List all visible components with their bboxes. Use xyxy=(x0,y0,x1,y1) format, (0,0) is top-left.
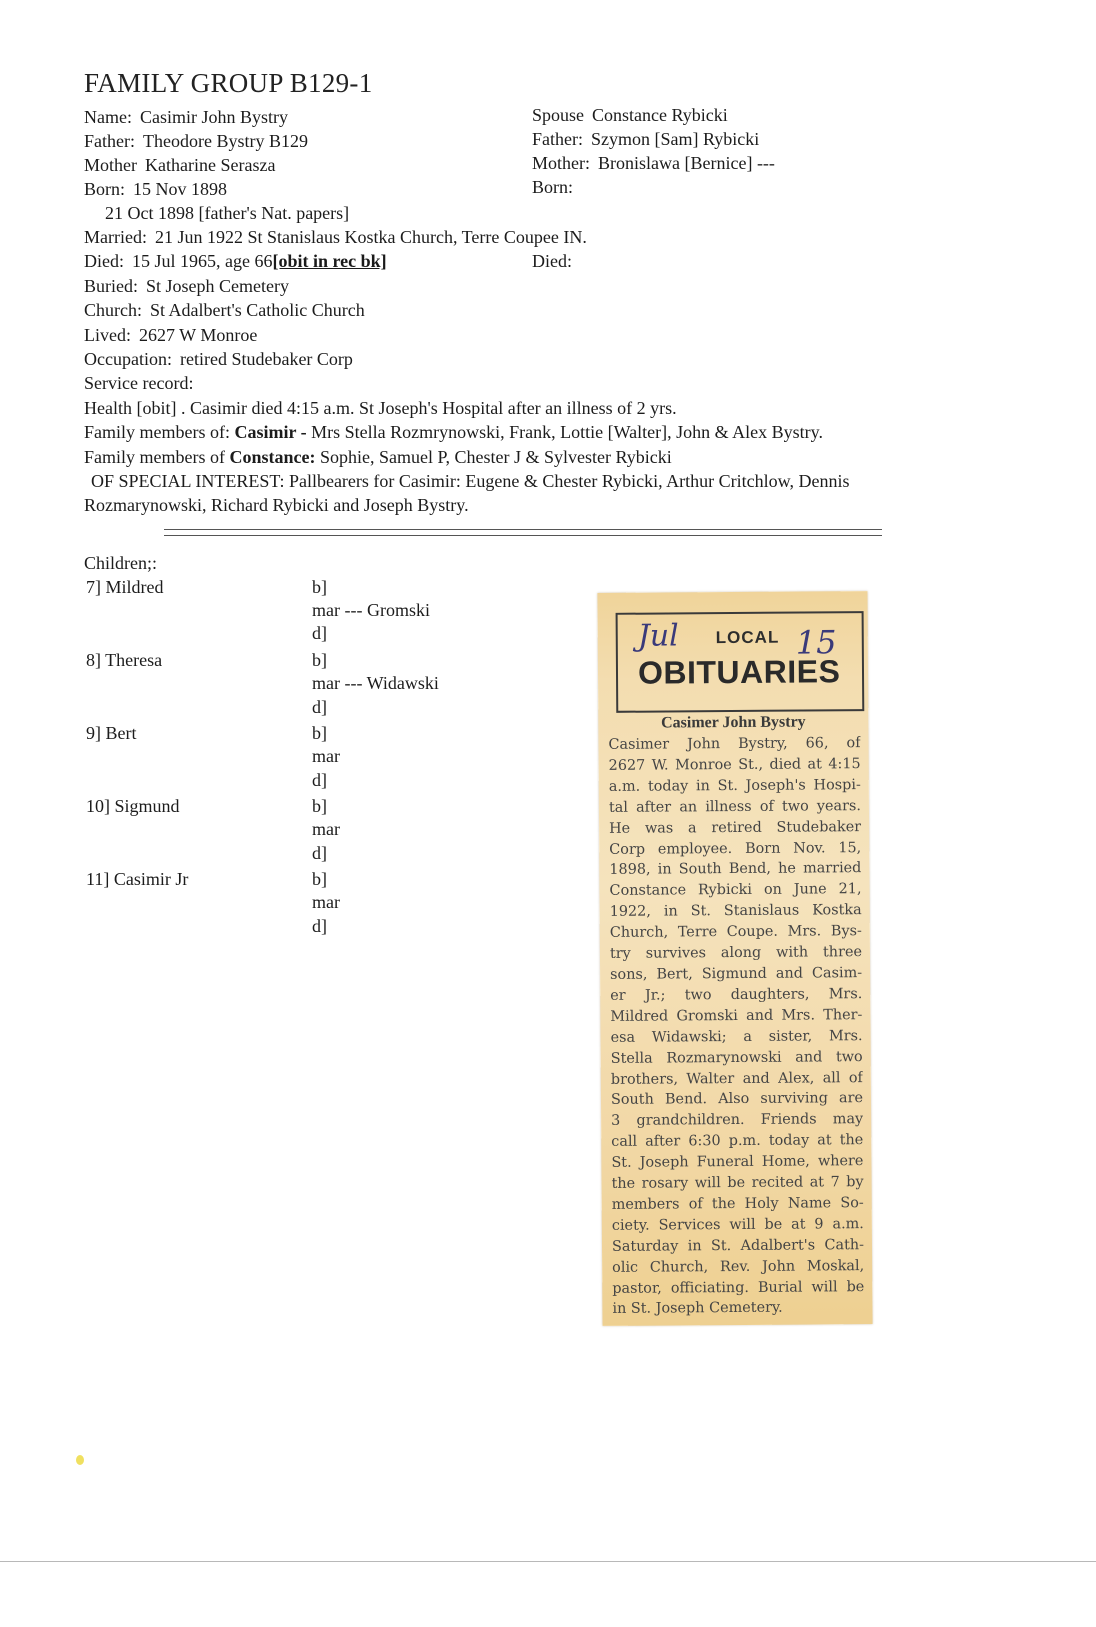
child-died: d] xyxy=(312,770,327,790)
child-died: d] xyxy=(312,697,327,717)
family-constance-prefix: Family members of xyxy=(84,447,225,467)
child-died: d] xyxy=(312,916,327,936)
obituary-line: St. Joseph Funeral Home, where xyxy=(611,1153,864,1171)
child-name: 9] Bert xyxy=(86,723,137,743)
section-divider xyxy=(164,529,882,536)
married-row xyxy=(84,226,587,248)
obituary-line: ciety. Services will be at 9 a.m. xyxy=(611,1215,864,1234)
obituary-line: 1922, in St. Stanislaus Kostka xyxy=(609,902,862,921)
children-heading: Children;: xyxy=(84,553,157,573)
obituary-line: tal after an illness of two years. xyxy=(608,797,861,816)
child-name: 11] Casimir Jr xyxy=(86,869,189,889)
lived-row xyxy=(84,324,257,346)
obituary-line: 1898, in South Bend, he married xyxy=(609,860,862,879)
buried-value: St Joseph Cemetery xyxy=(146,276,289,296)
obituary-line: er Jr.; two daughters, Mrs. xyxy=(610,985,863,1004)
child-married: mar xyxy=(312,892,340,912)
family-constance-name: Constance: xyxy=(229,447,316,467)
special-interest-line-1: OF SPECIAL INTEREST: Pallbearers for Casimir: Eugene & Chester Rybicki, Arthur Critchlow, Dennis xyxy=(91,471,850,491)
clipping-masthead xyxy=(616,611,865,713)
husband-name: Casimir John Bystry xyxy=(139,107,288,127)
spouse-father: Szymon [Sam] Rybicki xyxy=(591,129,760,149)
husband-name-row xyxy=(84,106,288,128)
obituary-line: 3 grandchildren. Friends may xyxy=(611,1111,864,1130)
married-label: Married: xyxy=(84,227,147,247)
husband-died: 15 Jul 1965, age 66 xyxy=(132,251,273,271)
child-name: 7] Mildred xyxy=(86,577,164,597)
child-married: mar --- Gromski xyxy=(312,600,430,620)
husband-name-label: Name: xyxy=(84,107,132,127)
occupation-label: Occupation: xyxy=(84,349,172,369)
spouse-mother-row xyxy=(532,152,775,174)
obituary-line: esa Widawski; a sister, Mrs. xyxy=(610,1027,863,1046)
family-casimir-prefix: Family members of: xyxy=(84,422,230,442)
obituary-clipping xyxy=(597,591,872,1326)
husband-father-row xyxy=(84,130,308,152)
child-born: b] xyxy=(312,869,327,889)
page-title: FAMILY GROUP B129-1 xyxy=(84,68,373,98)
obituary-line: try survives along with three xyxy=(609,944,863,962)
spouse-name-label: Spouse xyxy=(532,105,585,125)
obituary-line: call after 6:30 p.m. today at the xyxy=(611,1132,864,1151)
obituary-line: the rosary will be recited at 7 by xyxy=(611,1174,864,1192)
buried-label: Buried: xyxy=(84,276,138,296)
spouse-mother: Bronislawa [Bernice] --- xyxy=(598,153,775,173)
obituary-line: Constance Rybicki on June 21, xyxy=(609,881,862,900)
spouse-mother-label: Mother: xyxy=(532,153,590,173)
obituary-line: Corp employee. Born Nov. 15, xyxy=(609,839,862,858)
husband-died-row xyxy=(84,250,387,272)
husband-father-label: Father: xyxy=(84,131,135,151)
masthead-obituaries: OBITUARIES xyxy=(637,653,841,691)
husband-mother-row xyxy=(84,154,275,176)
husband-died-label: Died: xyxy=(84,251,124,271)
lived-label: Lived: xyxy=(84,325,131,345)
obituary-line: members of the Holy Name So- xyxy=(611,1195,864,1213)
child-name: 8] Theresa xyxy=(86,650,163,670)
child-died: d] xyxy=(312,843,327,863)
obituary-line: Casimer John Bystry, 66, of xyxy=(608,735,861,753)
special-interest-line-2: Rozmarynowski, Richard Rybicki and Joseph Bystry. xyxy=(84,495,469,515)
health-note: Health [obit] . Casimir died 4:15 a.m. St Joseph's Hospital after an illness of 2 yrs. xyxy=(84,398,677,418)
family-constance-row xyxy=(84,446,672,468)
obituary-body xyxy=(608,733,864,1320)
child-born: b] xyxy=(312,577,327,597)
obituary-line: olic Church, Rev. John Moskal, xyxy=(612,1257,865,1276)
spouse-father-label: Father: xyxy=(532,129,583,149)
scan-speck xyxy=(76,1455,84,1465)
service-record-label: Service record: xyxy=(84,373,194,393)
church-label: Church: xyxy=(84,300,142,320)
lived-value: 2627 W Monroe xyxy=(139,325,258,345)
spouse-died-label: Died: xyxy=(532,251,572,271)
scan-edge-line xyxy=(0,1561,1096,1562)
family-constance-list: Sophie, Samuel P, Chester J & Sylvester Rybicki xyxy=(319,447,672,467)
obituary-line: a.m. today in St. Joseph's Hospi- xyxy=(608,776,861,795)
obituary-line: Saturday in St. Adalbert's Cath- xyxy=(611,1236,865,1255)
husband-born-note: 21 Oct 1898 [father's Nat. papers] xyxy=(105,203,350,223)
spouse-name: Constance Rybicki xyxy=(592,105,728,125)
spouse-name-row xyxy=(532,104,728,126)
obituary-line: brothers, Walter and Alex, all of xyxy=(610,1069,863,1088)
child-born: b] xyxy=(312,723,327,743)
church-row xyxy=(84,299,365,321)
church-value: St Adalbert's Catholic Church xyxy=(150,300,365,320)
masthead-local: LOCAL xyxy=(715,627,780,648)
obituary-line: 2627 W. Monroe St., died at 4:15 xyxy=(608,756,861,774)
obituary-line: He was a retired Studebaker xyxy=(609,818,862,837)
child-name: 10] Sigmund xyxy=(86,796,180,816)
spouse-born-label: Born: xyxy=(532,177,574,197)
family-casimir-row xyxy=(84,421,823,443)
child-born: b] xyxy=(312,796,327,816)
occupation-row xyxy=(84,348,353,370)
husband-born-row xyxy=(84,178,227,200)
spouse-father-row xyxy=(532,128,759,150)
handwritten-day: 15 xyxy=(795,623,837,662)
child-married: mar --- Widawski xyxy=(312,673,439,693)
husband-mother-label: Mother xyxy=(84,155,137,175)
handwritten-month: Jul xyxy=(637,618,679,654)
obituary-line: pastor, officiating. Burial will be xyxy=(612,1278,865,1297)
obituary-line: South Bend. Also surviving are xyxy=(610,1090,864,1109)
obituary-line: Church, Terre Coupe. Mrs. Bys- xyxy=(609,923,862,942)
family-casimir-name: Casimir - xyxy=(234,422,307,442)
husband-born: 15 Nov 1898 xyxy=(133,179,228,199)
obituary-name: Casimer John Bystry xyxy=(660,713,806,732)
buried-row xyxy=(84,275,289,297)
obituary-line: in St. Joseph Cemetery. xyxy=(612,1300,783,1318)
husband-father: Theodore Bystry B129 xyxy=(143,131,308,151)
husband-mother: Katharine Serasza xyxy=(145,155,276,175)
family-casimir-list: Mrs Stella Rozmrynowski, Frank, Lottie [Walter], John & Alex Bystry. xyxy=(311,422,823,442)
occupation-value: retired Studebaker Corp xyxy=(179,349,353,369)
child-died: d] xyxy=(312,623,327,643)
child-married: mar xyxy=(312,746,340,766)
obituary-line: Stella Rozmarynowski and two xyxy=(610,1048,863,1067)
child-born: b] xyxy=(312,650,327,670)
obit-link[interactable]: [obit in rec bk] xyxy=(272,251,387,271)
obituary-line: Mildred Gromski and Mrs. Ther- xyxy=(610,1006,863,1025)
married-value: 21 Jun 1922 St Stanislaus Kostka Church, Terre Coupee IN. xyxy=(154,227,587,247)
husband-born-label: Born: xyxy=(84,179,126,199)
child-married: mar xyxy=(312,819,340,839)
obituary-line: sons, Bert, Sigmund and Casim- xyxy=(610,965,863,983)
